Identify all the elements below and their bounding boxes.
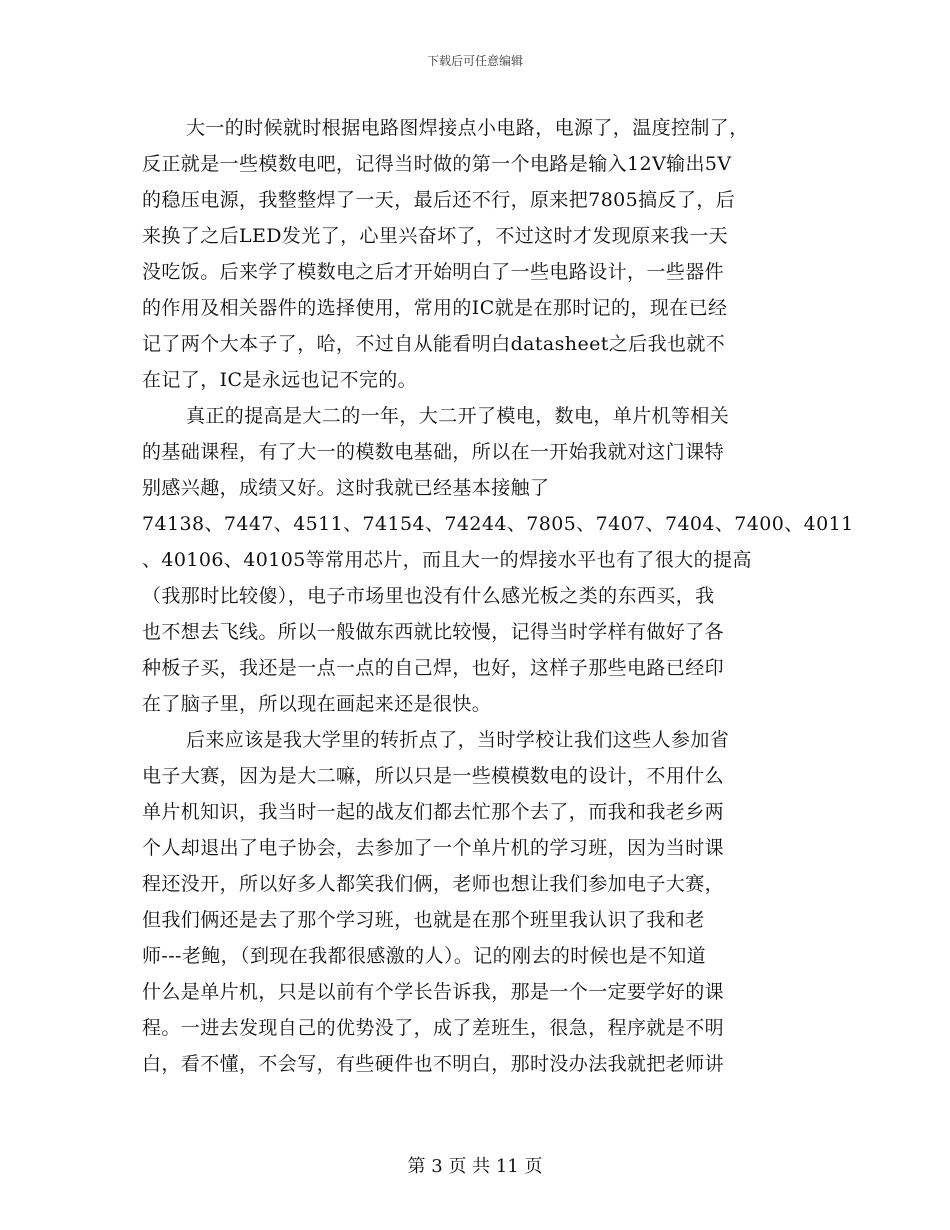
text-line: 反正就是一些模数电吧，记得当时做的第一个电路是输入12V输出5V	[142, 153, 732, 175]
text-line: 程还没开，所以好多人都笑我们俩，老师也想让我们参加电子大赛，	[142, 873, 725, 895]
text-line: 个人却退出了电子协会，去参加了一个单片机的学习班，因为当时课	[142, 837, 725, 859]
text-line: 程。一进去发现自己的优势没了，成了差班生，很急，程序就是不明	[142, 1017, 725, 1039]
text-line: 、40106、40105等常用芯片，而且大一的焊接水平也有了很大的提高	[142, 549, 752, 571]
text-line: 记了两个大本子了，哈，不过自从能看明白datasheet之后我也就不	[142, 333, 726, 355]
document-body	[142, 110, 854, 1082]
text-line: 没吃饭。后来学了模数电之后才开始明白了一些电路设计，一些器件	[142, 261, 725, 283]
text-line: （我那时比较傻），电子市场里也没有什么感光板之类的东西买，我	[142, 585, 715, 607]
text-line: 大一的时候就时根据电路图焊接点小电路，电源了，温度控制了，	[186, 117, 749, 139]
text-line: 单片机知识，我当时一起的战友们都去忙那个去了，而我和我老乡两	[142, 801, 725, 823]
text-line: 白，看不懂，不会写，有些硬件也不明白，那时没办法我就把老师讲	[142, 1053, 725, 1075]
text-line: 种板子买，我还是一点一点的自己焊，也好，这样子那些电路已经印	[142, 657, 725, 679]
text-line: 也不想去飞线。所以一般做东西就比较慢，记得当时学样有做好了各	[142, 621, 725, 643]
text-line: 但我们俩还是去了那个学习班，也就是在那个班里我认识了我和老	[142, 909, 705, 931]
text-line: 的基础课程，有了大一的模数电基础，所以在一开始我就对这门课特	[142, 441, 725, 463]
text-line: 后来应该是我大学里的转折点了，当时学校让我们这些人参加省	[186, 729, 730, 751]
page-footer: 第 3 页 共 11 页	[407, 1156, 543, 1177]
text-line: 什么是单片机，只是以前有个学长告诉我，那是一个一定要学好的课	[142, 981, 725, 1003]
text-line: 师---老鲍，（到现在我都很感激的人）。记的刚去的时候也是不知道	[142, 945, 707, 967]
text-line: 的稳压电源，我整整焊了一天，最后还不行，原来把7805搞反了，后	[142, 189, 736, 211]
text-line: 在了脑子里，所以现在画起来还是很快。	[142, 693, 492, 715]
text-line: 电子大赛，因为是大二嘛，所以只是一些模模数电的设计，不用什么	[142, 765, 725, 787]
text-line: 真正的提高是大二的一年，大二开了模电，数电，单片机等相关	[186, 405, 730, 427]
text-line: 在记了，IC是永远也记不完的。	[142, 369, 418, 391]
text-line: 74138、7447、4511、74154、74244、7805、7407、7404、7400、4011	[142, 513, 854, 535]
text-line: 来换了之后LED发光了，心里兴奋坏了，不过这时才发现原来我一天	[142, 225, 729, 247]
text-line: 的作用及相关器件的选择使用，常用的IC就是在那时记的，现在已经	[142, 297, 728, 319]
text-line: 别感兴趣，成绩又好。这时我就已经基本接触了	[142, 477, 550, 499]
page-header: 下载后可任意编辑	[426, 54, 523, 68]
